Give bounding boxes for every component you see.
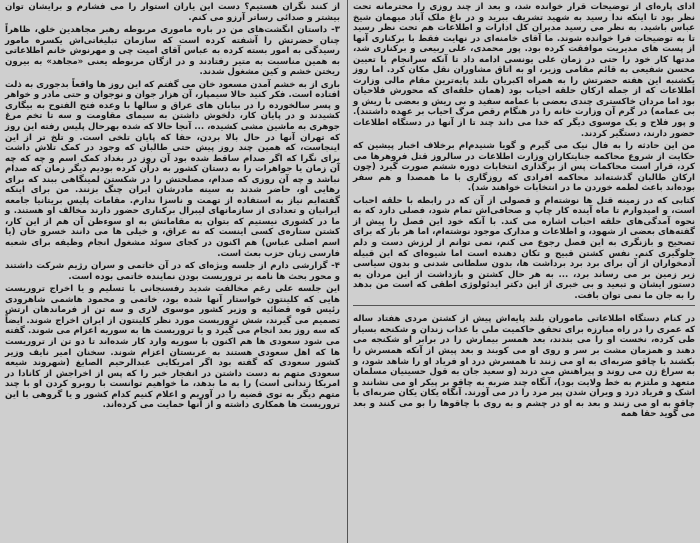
paragraph: این جلسه علی رغم مخالفت شدید رفسنجانی با تسلیم و یا اخراج تروریست هایی که کلینتون خواستار آنها شده بود، خاتمی و محمود هاشمی شاهرودی رئیس قوه قضائیه و وزیر کشور موسوی لاری و سه تن از فرماندهان ارتش تصمیم می گیرند، شش تروریست مورد نظر کلینتون از ایران اخراج شوند. ایضاً که سه روز بعد انجام می گیرد و یا تروریست ها به سوریه اعزام می شوند. گفته می شود سعودی ها هم اکنون با سوریه وارد کار شده‌اند تا دو تن از تروریست ها که اهل سعودی هستند به عربستان اعزام شوند. سخنان امیر نایف وزیر کشور سعودی که گفته بود اگر امریکایی عبدالرحیم الصایغ (شهروند شیعه سعودی متهم به دست داشتن در انفجار خبر را که پس از اخراجش از کانادا در امریکا زندانی است) را به ما بدهد، ما خواهیم توانست با روبرو کردن او با چند متهم دیگر به توی قضیه را در آوریم و اعلام کنیم کدام کشور و یا گروهی با این تروریست ها همکاری داشته و از آنها حمایت می کرده‌اند.	[5, 284, 340, 411]
right-column	[348, 0, 700, 543]
paragraph: ۴- گزارشی دارم از جلسه ویژه‌ای که در آن خاتمی و سران رژیم شرکت داشتند و محور بحث ها نامه بر تروریست بودن نماینده خاتمی بوده است.	[5, 261, 340, 282]
section-divider	[353, 305, 695, 306]
left-column	[0, 0, 345, 543]
paragraph: ادای پاره‌ای از توضیحات قرار خوانده شد، و بعد از چند روزی را محترمانه تحت نظر بود تا اینکه ندا رسید به شهید تشریف ببرید و در باغ ملک آباد میهمان شیخ عباس باشید. به نظر می رسید مدیران کل ادارات و اطلاعات هم تحت نظر رسید تا به توضیحات فرا خوانده شوند. ما آقای خامنه‌ای در نهایت فقط با برکناری آنها از پست های مدیریت موافقت کرده بود. پور محمدی، علی ربیعی و برکناری شد، مدتها کار خود را حتی در زمان علی یونسی ادامه داد تا آنکه سرانجام با تعیین محسن شفیعی به قائم مقامی وزیر، او به اتاق مشاوران نقل مکان کرد. اما روز یکشنبه این هفته حضرتش را به همراه اکبریان بلند پایه‌ترین مقام مالی وزارت اطلاعات که از جمله ارکان حلقه احیاب بود (همان حلقه‌ای که محورش فلاحیان بود اما مردان خاکستری چندی بعضی با عمامه سفید و بی ریش و بعضی با ریش و بی عمامه) در گرم آن وزارت خانه را در هنگام رقص مرگ احیاب بر عهده داشتند). و پور فلاح و یک موسوی دیگر که خدا می داند چند تا از آنها در دستگاه اطلاعات حضور دارند، دستگیر کردند.	[353, 2, 695, 139]
column-divider	[347, 0, 348, 543]
paragraph: باری از به خشم آمدن مسعود خان می گفتم که این روز ها واقعاً بدجوری به ذلت افتاده است. فکر کنید حالا سیمپار، آن هزار جوان و نوجوان و حتی مادر و خواهر و پسر سالخورده را در بیابان های عراق و سالها با وعده فتح الفتوح به بیگاری کشیدند و در پایان کار، دلخوش داشتن به سیمای مقاومت و سه تا تخم مرغ جوهری به ماشین مشی کشیده، ... آنجا حالا که شده بهرحال پلیس رفته این روز که تهران آنها در حال بالا بردن، حقا که پایان تلخی است. و تلخ تر از این اینجاست، که همین چند روز پیش حتی طالبان که وجود در کمک تلاش داشت برای نگرا که اگر صدام ساقط شده بود آن روز در بغداد کمک اسم و چه که چه آن زمان یا جواهرات را به دستان کشور به درآن کرده بودیم دیگر زمان که صدام نباشد و چه آن روزی که صدام، مصلحتش را در شکستن لمینگاهی ببند که برای رهایی او، حاضر شدند به سینه مادرشان ایران چنگ بزنند. من برای اینکه گفته‌ایم نیاز به استفاده از تهمت و ناسزا ندارم. مقامات پلیس بریتانیا جامعه ایرانیان و تعدادی از سازمانهای لیبرال برکناری حضور دارند مخالف او هستند. و ما در کشوری نیستیم که بتوان به مقاماتش به او سوءظن آن هم از این کار، کشتن ستاره‌ی کسی اینست که نه عراق، و خیلی ها می دانند خسرو خان (یا اسم اصلی عباس) هم اکنون در کجای سوئد مشغول انجام وظیفه برای شعبه فارسی زبان حزب بعث است.	[5, 79, 340, 259]
paragraph: در کنام دستگاه اطلاعاتی ماموران بلند پایه‌اش پیش از کشتن مردی هفتاد ساله که عمری را در راه مبارزه برای تحقق حاکمیت ملی با عذاب زندان و شکنجه بسیار طی کرده، نخست او را می بندند، بعد همسر بیمارش را در برابر او شکنجه می دهند و همزمان مشت بر سر و روی او می کوبند و بعد پیش از آنکه همسرش را بکشند با چاقو ضربه‌ای به او می زنند تا همسرش درد او فریاد او را شاهد شود، و به سراغ زن می روند و پیراهنش می درند (و سعید جان به قول حسینیان مسلمان متعهد و ملتزم به خط ولایت بود)، آنگاه چند ضربه به چاقو بر پیکر او می نشانند و اشک و فریاد درد و ویران شدن پیر مرد را در می آورند. آنگاه یکان یکان ضربه‌ای با چاقو به او می زنند و بعد به او در چشم و به روی با چاقوها را بو می کنند و بعد می گوید حقا همه	[353, 314, 695, 420]
paragraph: من این حادثه را به فال نیک می گیرم و گویا شنیدم‌ام برخلاف اخبار پیشین که حکایت از شروع محاکمه جنایتکاران وزارت اطلاعات در سالروز قتل فروهرها می کرد، قرار است محاکمات پس از برگذاری انتخابات دوره ششم صورت گیرد (چون ارکان طالبان گذشته‌اند محاکمه افرادی که روزگاری با ما همصدا و هم سفر بوده‌اند باعث لطمه خوردن ما در انتخابات خواهند شد).	[353, 141, 695, 194]
paragraph: ۳- داستان انگشت‌های من در باره ماموری مربوطه رهبر مجاهدین خلق، ظاهراً چنان حضرتش را آشفته کرده است که سازمان تبلیغاتی‌اش یکسره مامور رسیدگی به امور بسته کرده به عباس آقای امیت چی و مهرنوش خانم اطلاعاتی به همین مناسبت به متیر رفتادند و در ازگان مربوطه یعنی «مجاهد» به بیرون ریختن خشم و کین مشغول شدند.	[5, 25, 340, 78]
paragraph: از کنند نگران هستیم؟ دست این یاران استوار را می فشارم و برایشان توان بیشتر و صدائی رساتر آرزو می کنم.	[5, 2, 340, 23]
paragraph: کتابی که در زمینه قتل ها نوشته‌ام و فصولی از آن که در رابطه با حلقه احباب است، و امیدوارم تا ماه آینده کار چاپ و صحافی‌اش تمام شود، فصلی دارد که به نحوه آمدگی‌های حلقه احباب اشاره می کند. با آنکه خود این فصل را پیش از گفته‌های بعضی از شهود، و اطلاعات و مدارک موجود نوشته‌ام، اما هر بار که برای تصحیح و بازنگری به این فصل رجوع می کنم، نمی توانم از لرزش دست و دلم جلوگیری کنم. نفس کشتن قبیح و تکان دهنده است اما شیوه‌ای که این قبیله آدمخواران از آن برای برد برد برداشت ها، بدون سلطانی شدنی و بدون سیاسی زیر زمین بر می رساند برد، ... به هر حال کشتن و بازداشت از این مردان به دستور ایشان و تبعید و بی خبری از این دکتر ایدئولوژی اطقی که است من بدهد را به جان ما نمی توان بافت.	[353, 195, 695, 301]
